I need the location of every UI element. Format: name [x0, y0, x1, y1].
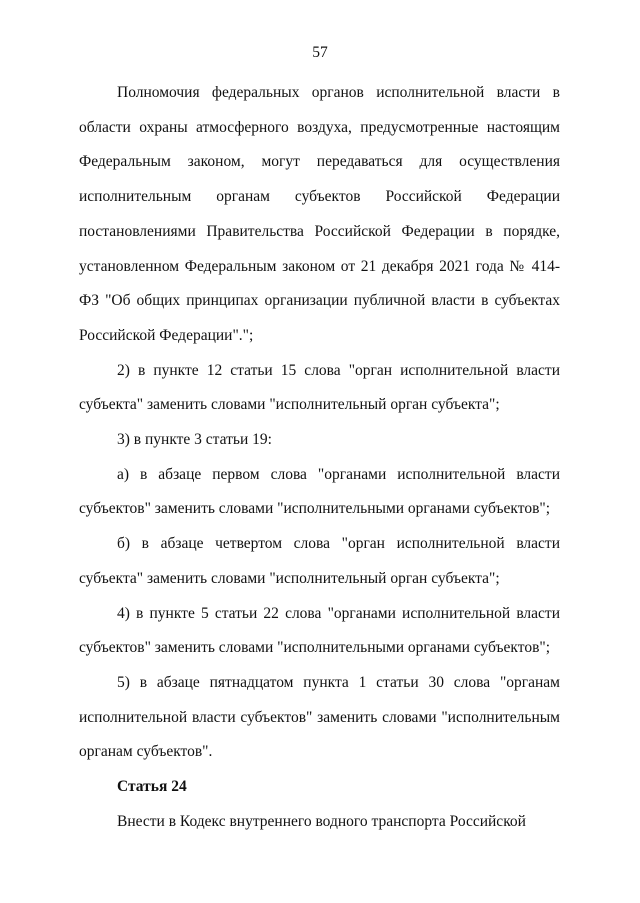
paragraph-item-2: 2) в пункте 12 статьи 15 слова "орган исполнительной власти субъекта" заменить словами "исполнительный орган субъекта";: [79, 361, 560, 414]
paragraph-item-3: 3) в пункте 3 статьи 19:: [117, 431, 272, 449]
paragraph-subitem-b: б) в абзаце четвертом слова "орган исполнительной власти субъекта" заменить словами "исполнительный орган субъекта";: [79, 535, 560, 587]
document-body: [79, 76, 560, 839]
paragraph-item-5: 5) в абзаце пятнадцатом пункта 1 статьи 30 слова "органам исполнительной власти субъектов" заменить словами "исполнительным органам субъектов".: [79, 673, 560, 761]
paragraph-delegation-of-powers: Полномочия федеральных органов исполнительной власти в области охраны атмосферного воздуха, предусмотренные настоящим Федеральным законом, могут передаваться для осуществления исполнительным органам субъектов Российской Федерации постановлениями Правительства Российской Федерации в порядке, установленном Федеральным законом от 21 декабря 2021 года № 414-ФЗ "Об общих принципах организации публичной власти в субъектах Российской Федерации".";: [79, 84, 560, 344]
paragraph-item-4: 4) в пункте 5 статьи 22 слова "органами исполнительной власти субъектов" заменить словами "исполнительными органами субъектов";: [79, 604, 560, 657]
paragraph-subitem-a: а) в абзаце первом слова "органами исполнительной власти субъектов" заменить словами "исполнительными органами субъектов";: [79, 465, 560, 518]
page-number: 57: [312, 44, 328, 61]
paragraph-article-24-intro: Внести в Кодекс внутреннего водного транспорта Российской: [117, 812, 526, 830]
article-24-heading: Статья 24: [117, 778, 187, 796]
